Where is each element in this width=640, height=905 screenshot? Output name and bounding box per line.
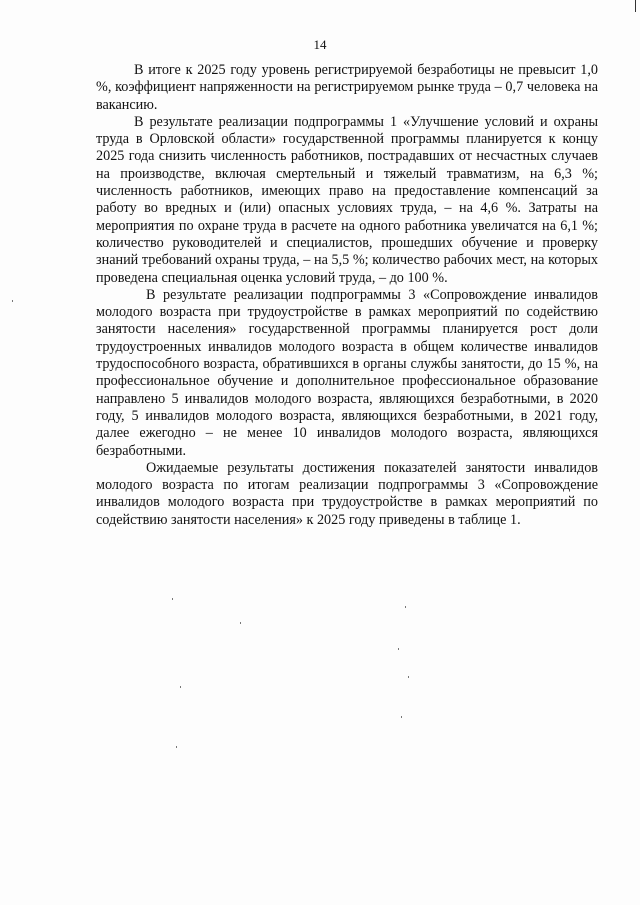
page-number: 14 [313, 37, 327, 52]
scan-speck [401, 716, 402, 718]
paragraph-subprogram-3: В результате реализации подпрограммы 3 «Сопровождение инвалидов молодого возраста при трудоустройстве в рамках мероприятий по содействию занятости населения» государственной программы планируется рост доли трудоустроенных инвалидов молодого возраста в общем количестве инвалидов трудоспособного возраста, обратившихся в органы службы занятости, до 15 %, на профессиональное обучение и дополнительное профессиональное образование направлено 5 инвалидов молодого возраста, являющихся безработными, в 2020 году, 5 инвалидов молодого возраста, являющихся безработными, в 2021 году, далее ежегодно – не менее 10 инвалидов молодого возраста, являющихся безработными. [96, 286, 598, 459]
scan-speck [240, 622, 241, 624]
paragraph-unemployment: В итоге к 2025 году уровень регистрируемой безработицы не превысит 1,0 %, коэффициент напряженности на регистрируемом рынке труда – 0,7 человека на вакансию. [96, 62, 598, 113]
scan-corner-mark [635, 0, 640, 12]
scan-speck [172, 598, 173, 600]
scan-speck [408, 676, 409, 678]
scan-speck [405, 606, 406, 608]
scan-speck [180, 686, 181, 688]
scan-speck [176, 746, 177, 748]
body-text [96, 62, 598, 529]
scan-speck [12, 300, 13, 302]
paragraph-subprogram-1: В результате реализации подпрограммы 1 «Улучшение условий и охраны труда в Орловской области» государственной программы планируется к концу 2025 года снизить численность работников, пострадавших от несчастных случаев на производстве, включая смертельный и тяжелый травматизм, на 6,3 %; численность работников, имеющих право на предоставление компенсаций за работу во вредных и (или) опасных условиях труда, – на 4,6 %. Затраты на мероприятия по охране труда в расчете на одного работника увеличатся на 6,1 %; количество руководителей и специалистов, прошедших обучение и проверку знаний требований охраны труда, – на 5,5 %; количество рабочих мест, на которых проведена специальная оценка условий труда, – до 100 %. [96, 113, 598, 286]
scan-speck [398, 648, 399, 650]
paragraph-expected-results: Ожидаемые результаты достижения показателей занятости инвалидов молодого возраста по итогам реализации подпрограммы 3 «Сопровождение инвалидов молодого возраста при трудоустройстве в рамках мероприятий по содействию занятости населения» к 2025 году приведены в таблице 1. [96, 459, 598, 528]
